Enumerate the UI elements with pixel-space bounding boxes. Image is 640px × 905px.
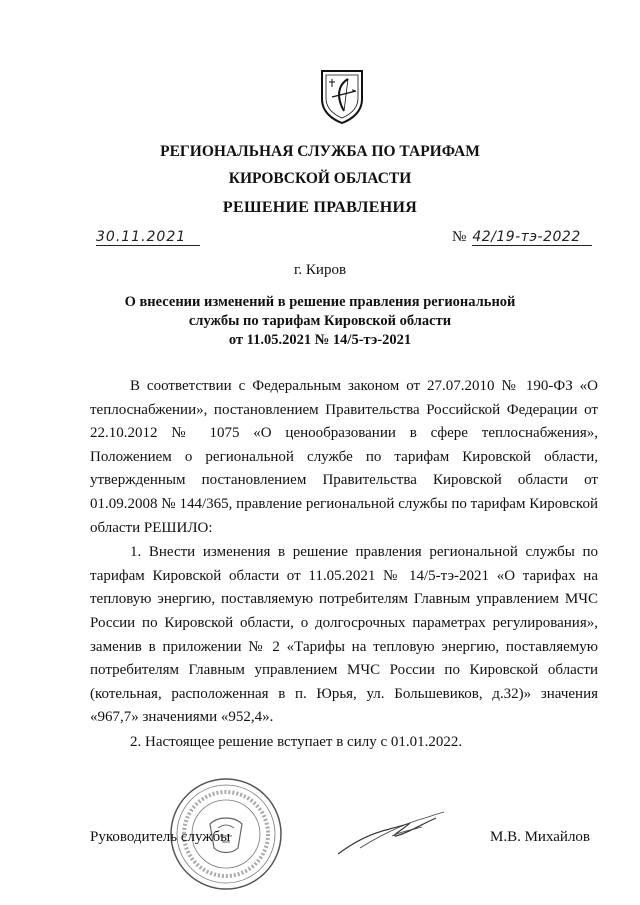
- signature-mark: [332, 800, 450, 862]
- subject-line1: О внесении изменений в решение правления региональной: [124, 294, 516, 310]
- coat-of-arms-icon: [318, 67, 366, 125]
- subject-line3: от 11.05.2021 № 14/5-тэ-2021: [228, 332, 412, 348]
- number-sign: №: [452, 229, 467, 245]
- city: г. Киров: [293, 262, 347, 278]
- point-2-paragraph: 2. Настоящее решение вступает в силу с 01.01.2022.: [130, 733, 463, 750]
- point-1-paragraph: 1. Внести изменения в решение правления региональной службы по тарифам Кировской области от 11.05.2021 № 14/5-тэ-2021 «О тарифах на тепловую энергию, поставляемую потребителям Главным управлением МЧС России по Кировской области, о долгосрочных параметрах регулирования», заменив в приложении № 2 «Тарифы на тепловую энергию, поставляемую потребителям Главным управлением МЧС России по Кировской области (котельная, расположенная в п. Юрья, ул. Большевиков, д.32)» значения «967,7» значениями «952,4».: [90, 544, 598, 726]
- document-subject: [0, 293, 640, 350]
- document-number: 42/19-тэ-2022: [472, 229, 592, 246]
- signer-title: Руководитель службы: [90, 829, 231, 845]
- document-date: 30.11.2021: [96, 229, 200, 246]
- subject-line2: службы по тарифам Кировской области: [188, 313, 452, 329]
- organization-name: [0, 138, 640, 192]
- signer-name: М.В. Михайлов: [490, 829, 591, 845]
- document-number-block: [452, 229, 592, 246]
- organization-name-line1: РЕГИОНАЛЬНАЯ СЛУЖБА ПО ТАРИФАМ: [160, 143, 480, 160]
- document-body: [90, 375, 598, 755]
- document-type: РЕШЕНИЕ ПРАВЛЕНИЯ: [222, 199, 418, 216]
- organization-name-line2: КИРОВСКОЙ ОБЛАСТИ: [228, 170, 412, 187]
- preamble-paragraph: В соответствии с Федеральным законом от 27.07.2010 № 190-ФЗ «О теплоснабжении», постановлением Правительства Российской Федерации от 22.10.2012 № 1075 «О ценообразовании в сфере теплоснабжения», Положением о региональной службе по тарифам Кировской области, утвержденным постановлением Правительства Кировской области от 01.09.2008 № 144/365, правление региональной службы по тарифам Кировской области РЕШИЛО:: [90, 378, 598, 536]
